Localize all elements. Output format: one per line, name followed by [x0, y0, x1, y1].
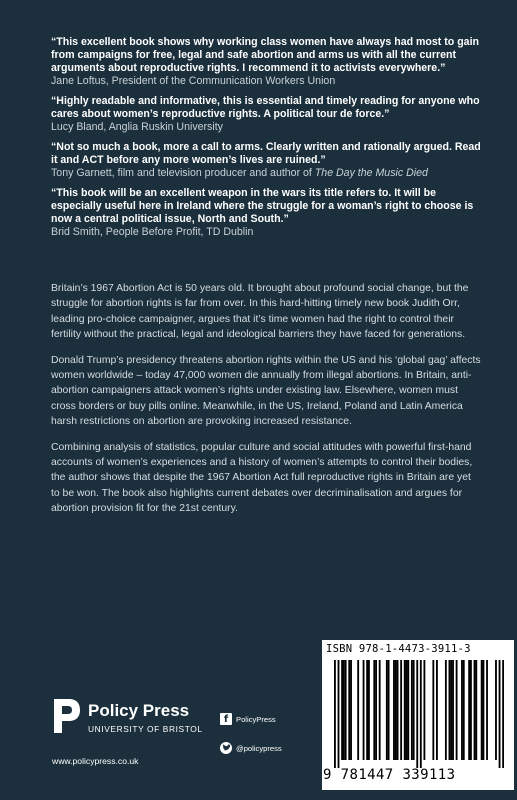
barcode-bars	[334, 660, 504, 768]
barcode-bar	[475, 660, 477, 760]
isbn-barcode	[322, 640, 514, 790]
description-paragraph: Britain’s 1967 Abortion Act is 50 years old. It brought about profound social change, but the struggle for abortion rights is far from over. In this hard-hitting timely new book Judith Orr, leading pro-choice campaigner, argues that it’s time women had the right to control their fertility without the practical, legal and ideological barriers they have faced for generations.	[51, 283, 469, 341]
barcode-bar	[449, 660, 451, 760]
barcode-bar	[411, 660, 413, 760]
endorsement-text: “Highly readable and informative, this is essential and timely reading for anyone who cares about women’s reproductive rights. A political tour de force.”	[51, 95, 480, 120]
barcode-bar	[368, 660, 370, 760]
twitter-link[interactable]	[220, 742, 282, 754]
attribution-prefix: Tony Garnett, film and television producer and author of	[51, 167, 315, 179]
twitter-handle: @policypress	[236, 743, 282, 753]
endorsements	[51, 36, 481, 246]
barcode-bar	[375, 660, 377, 760]
book-title: The Day the Music Died	[314, 167, 428, 179]
barcode-bar	[420, 660, 422, 768]
barcode-bar	[468, 660, 470, 760]
barcode-bar	[373, 660, 375, 760]
barcode-bar	[345, 660, 347, 760]
description-paragraph: Combining analysis of statistics, popular culture and social attitudes with powerful first-hand accounts of women’s experiences and a history of women’s attempts to control their bodies, the author shows that despite the 1967 Abortion Act full reproductive rights in Britain are yet to be won. The book also highlights current debates over decriminalisation and argues for abortion provision fit for the 21st century.	[51, 441, 473, 515]
endorsement-attribution: Brid Smith, People Before Profit, TD Dublin	[51, 226, 254, 238]
barcode-bar	[338, 660, 340, 768]
barcode-bar	[486, 660, 488, 760]
endorsement-2	[51, 95, 481, 134]
barcode-bar	[366, 660, 368, 760]
barcode-bar	[413, 660, 415, 760]
endorsement-text: “This book will be an excellent weapon in the wars its title refers to. It will be especially useful here in Ireland where the struggle for a woman’s right to choose is now a central political issue, North and South.”	[51, 187, 474, 225]
barcode-bar	[400, 660, 402, 760]
barcode-bar	[450, 660, 452, 760]
publisher-name: Policy Press	[88, 701, 190, 720]
publisher-website[interactable]: www.policypress.co.uk	[52, 756, 139, 766]
barcode-bar	[348, 660, 350, 760]
barcode-bar	[334, 660, 336, 768]
facebook-handle: PolicyPress	[236, 714, 276, 724]
description-paragraph: Donald Trump’s presidency threatens abortion rights within the US and his ‘global gag’ affects women worldwide – today 47,000 women die annually from illegal abortions. In Britain, anti-abortion campaigners attack women’s rights under existing law. Elsewhere, women must cross borders or buy pills online. Meanwhile, in the US, Ireland, Poland and Latin America harsh restrictions on abortion are provoking increased resistance.	[51, 354, 481, 428]
barcode-bar	[350, 660, 352, 760]
barcode-bar	[407, 660, 409, 760]
barcode-bar	[423, 660, 425, 760]
barcode-bar	[481, 660, 483, 760]
endorsement-text: “Not so much a book, more a call to arms. Clearly written and rationally argued. Read it and ACT before any more women’s lives are ruined.”	[51, 141, 481, 166]
endorsement-attribution: Jane Loftus, President of the Communication Workers Union	[51, 75, 336, 87]
barcode-bar	[343, 660, 345, 760]
barcode-bar	[436, 660, 438, 760]
endorsement-attribution: Lucy Bland, Anglia Ruskin University	[51, 121, 223, 133]
endorsement-attribution	[51, 167, 481, 180]
endorsement-3	[51, 141, 481, 180]
barcode-bar	[495, 660, 497, 760]
barcode-bar	[397, 660, 399, 760]
barcode-bar	[386, 660, 388, 760]
book-description	[51, 281, 481, 527]
barcode-bar	[393, 660, 395, 760]
barcode-bar	[363, 660, 365, 760]
endorsement-text: “This excellent book shows why working class women have always had most to gain from campaigns for free, legal and safe abortion and arms us with all the current arguments about reproductive rights. I recommend it to activists everywhere.”	[51, 36, 479, 74]
barcode-bar	[388, 660, 390, 760]
barcode-bar	[483, 660, 485, 760]
barcode-bar	[452, 660, 454, 760]
barcode-bar	[416, 660, 418, 768]
publisher-subtitle: UNIVERSITY OF BRISTOL	[88, 724, 203, 734]
barcode-bar	[499, 660, 501, 768]
barcode-bar	[406, 660, 408, 760]
barcode-bar	[341, 660, 343, 760]
barcode-bar	[463, 660, 465, 760]
barcode-bar	[432, 660, 434, 760]
endorsement-1	[51, 36, 481, 88]
barcode-bar	[379, 660, 381, 760]
barcode-bar	[502, 660, 504, 768]
barcode-bar	[470, 660, 472, 760]
barcode-bar	[404, 660, 406, 760]
endorsement-4	[51, 187, 481, 239]
barcode-bar	[445, 660, 447, 760]
isbn-label: ISBN 978-1-4473-3911-3	[326, 643, 471, 655]
barcode-bar	[461, 660, 463, 760]
barcode-bar	[357, 660, 359, 760]
ean-digits: 9 781447 339113	[323, 767, 456, 783]
barcode-bar	[456, 660, 458, 760]
barcode-bar	[474, 660, 476, 760]
facebook-icon: f	[220, 713, 232, 725]
twitter-icon	[220, 742, 232, 754]
barcode-bar	[395, 660, 397, 760]
facebook-link[interactable]	[220, 713, 276, 725]
policy-press-logo-icon	[52, 697, 82, 735]
